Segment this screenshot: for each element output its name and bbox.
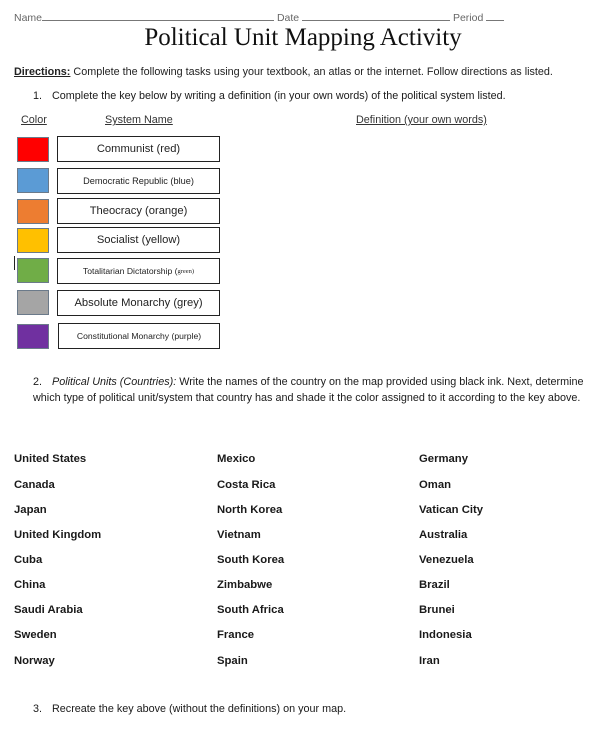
step-3: [33, 703, 346, 715]
text-cursor-mark: [14, 256, 15, 270]
country-item: Brunei: [419, 604, 455, 616]
swatch-purple: [17, 324, 49, 349]
key-item-theocracy: [57, 198, 220, 224]
country-item: Canada: [14, 479, 55, 491]
key-item-label: Communist (red): [96, 143, 181, 155]
period-field[interactable]: [486, 10, 504, 21]
step-1: [33, 90, 506, 102]
step-2: [33, 375, 593, 406]
country-item: Zimbabwe: [217, 579, 273, 591]
key-item-socialist: [57, 227, 220, 253]
country-item: Iran: [419, 655, 440, 667]
step-2-text: Write the names of the country on the map provided using black ink. Next, determine which type of political unit/system that country has and shade it the color assigned to it according to the key above.: [33, 376, 584, 404]
country-item: South Africa: [217, 604, 284, 616]
country-item: Cuba: [14, 554, 43, 566]
country-item: China: [14, 579, 46, 591]
directions: [14, 66, 553, 78]
key-item-democratic-republic: [57, 168, 220, 194]
country-item: Saudi Arabia: [14, 604, 83, 616]
country-item: North Korea: [217, 504, 283, 516]
step-2-number: 2.: [33, 376, 43, 388]
country-item: United States: [14, 453, 87, 465]
key-item-absolute-monarchy: [57, 290, 220, 316]
country-item: Norway: [14, 655, 55, 667]
key-item-label: Absolute Monarchy (grey): [74, 297, 203, 309]
key-item-label-mini: green): [177, 267, 195, 275]
key-item-label: Totalitarian Dictatorship (: [82, 266, 178, 276]
country-item: Spain: [217, 655, 248, 667]
student-info-line: [14, 10, 504, 24]
swatch-orange: [17, 199, 49, 224]
step-1-text: Complete the key below by writing a definition (in your own words) of the political system listed.: [52, 90, 506, 102]
directions-label: Directions:: [14, 66, 71, 78]
key-item-totalitarian-dictatorship: [57, 258, 220, 284]
country-item: United Kingdom: [14, 529, 102, 541]
country-item: Brazil: [419, 579, 450, 591]
key-header-system-name: System Name: [105, 114, 173, 126]
key-item-constitutional-monarchy: [58, 323, 220, 349]
step-3-number: 3.: [33, 703, 43, 715]
country-item: Costa Rica: [217, 479, 276, 491]
key-item-communist: [57, 136, 220, 162]
step-3-text: Recreate the key above (without the definitions) on your map.: [52, 703, 347, 715]
swatch-red: [17, 137, 49, 162]
key-item-label: Democratic Republic (blue): [83, 176, 194, 186]
swatch-blue: [17, 168, 49, 193]
country-item: Germany: [419, 453, 468, 465]
directions-text: Complete the following tasks using your textbook, an atlas or the internet. Follow directions as listed.: [70, 66, 553, 78]
country-item: Japan: [14, 504, 47, 516]
period-label: Period: [452, 12, 484, 24]
swatch-grey: [17, 290, 49, 315]
country-item: Vatican City: [419, 504, 484, 516]
name-field[interactable]: [42, 10, 274, 21]
date-label: Date: [276, 12, 300, 24]
country-item: Vietnam: [217, 529, 261, 541]
country-item: Sweden: [14, 629, 57, 641]
key-item-label: Socialist (yellow): [96, 234, 181, 246]
country-item: Australia: [419, 529, 468, 541]
key-header-color: Color: [21, 114, 47, 126]
step-1-number: 1.: [33, 90, 43, 102]
country-item: Indonesia: [419, 629, 472, 641]
page-title: Political Unit Mapping Activity: [144, 24, 462, 51]
country-item: South Korea: [217, 554, 285, 566]
swatch-green: [17, 258, 49, 283]
key-item-label: Theocracy (orange): [89, 205, 188, 217]
country-item: Mexico: [217, 453, 256, 465]
key-header-definition: Definition (your own words): [356, 114, 487, 126]
step-2-italic: Political Units (Countries):: [52, 376, 177, 388]
country-item: Venezuela: [419, 554, 474, 566]
country-item: Oman: [419, 479, 452, 491]
key-item-label: Constitutional Monarchy (purple): [76, 331, 202, 341]
date-field[interactable]: [302, 10, 450, 21]
swatch-yellow: [17, 228, 49, 253]
country-item: France: [217, 629, 255, 641]
name-label: Name: [14, 12, 43, 24]
